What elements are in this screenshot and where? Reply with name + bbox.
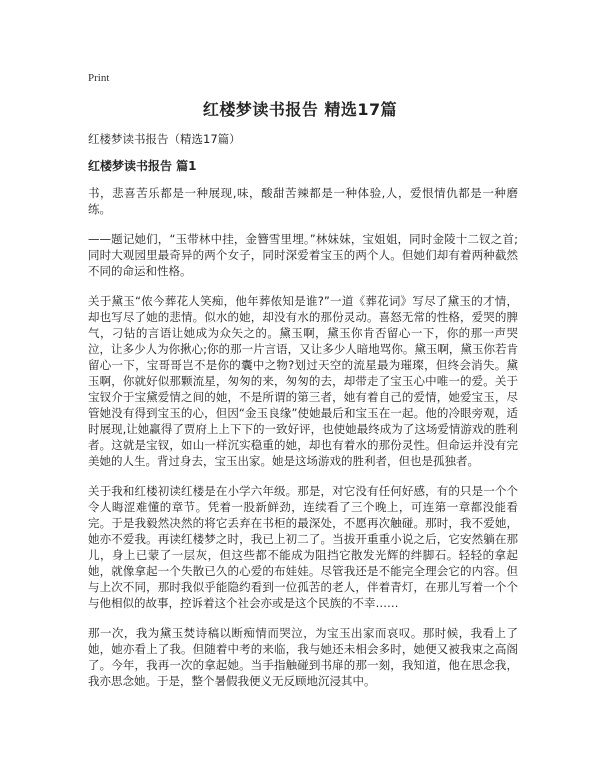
paragraph: 书，悲喜苦乐都是一种展现,味，酸甜苦辣都是一种体验,人，爱恨情仇都是一种磨练。 xyxy=(88,186,518,216)
paragraph: 关于黛玉“侬今葬花人笑痴，他年葬侬知是谁?”一道《葬花词》写尽了黛玉的才情，却也写尽了她的悲情。似水的她，却没有水的那份灵动。喜怒无常的性格，爱哭的脾气，刁钻的言语让她成为众矢之的。黛玉啊，黛玉你肯否留心一下，你的那一声哭泣，让多少人为你揪心;你的那一片言语，又让多少人暗地骂你。黛玉啊，黛玉你若肯留心一下，宝哥哥岂不是你的囊中之物?划过天空的流星最为璀璨，但终会消失。黛玉啊，你就好似那颗流星，匆匆的来，匆匆的去，却带走了宝玉心中唯一的爱。关于宝钗介于宝黛爱情之间的她，不是所谓的第三者，她有着自己的爱情，她爱宝玉，尽管她没有得到宝玉的心，但因“金玉良缘”使她最后和宝玉在一起。他的冷眼旁观，适时展现,让她赢得了贾府上上下下的一致好评，也使她最终成为了这场爱情游戏的胜利者。这就是宝钗，如山一样沉实稳重的她，却也有着水的那份灵性。但命运并没有完美她的人生。背过身去，宝玉出家。她是这场游戏的胜利者，但也是孤独者。 xyxy=(88,294,518,468)
article-body xyxy=(88,131,518,703)
section-heading: 红楼梦读书报告 篇1 xyxy=(88,159,197,173)
paragraph: 那一次，我为黛玉焚诗稿以断痴情而哭泣，为宝玉出家而哀叹。那时候，我看上了她，她亦看上了我。但随着中考的来临，我与她还未相会多时，她便又被我束之高阁了。今年，我再一次的拿起她。当手指触碰到书扉的那一刻，我知道，他在思念我，我亦思念她。于是，整个暑假我便义无反顾地沉浸其中。 xyxy=(88,626,518,688)
paragraph: ——题记她们，“玉带林中挂，金簪雪里埋。”林妹妹，宝姐姐，同时金陵十二钗之首;同时大观园里最奇异的两个女子，同时深爱着宝玉的两个人。但她们却有着两种截然不同的命运和性格。 xyxy=(88,232,518,278)
article-subtitle: 红楼梦读书报告（精选17篇） xyxy=(88,132,241,146)
page-title: 红楼梦读书报告 精选17篇 xyxy=(202,100,398,119)
print-link[interactable]: Print xyxy=(88,72,110,84)
paragraph: 关于我和红楼初读红楼是在小学六年级。那是，对它没有任何好感，有的只是一个个令人晦涩难懂的章节。凭着一股新鲜劲，连续看了三个晚上，可连第一章都没能看完。于是我毅然决然的将它丢弃在书柜的最深处，不愿再次触碰。那时，我不爱她，她亦不爱我。再读红楼梦之时，我已上初二了。当拔开重重小说之后，它安然躺在那儿，身上已蒙了一层灰，但这些都不能成为阻挡它散发光辉的绊脚石。轻轻的拿起她，就像拿起一个失散已久的心爱的布娃娃。尽管我还是不能完全理会它的内容。但与上次不同，那时我似乎能隐约看到一位孤苦的老人，伴着青灯，在那儿写着一个个与他相似的故事，控诉着这个社会亦或是这个民族的不幸…… xyxy=(88,484,518,610)
